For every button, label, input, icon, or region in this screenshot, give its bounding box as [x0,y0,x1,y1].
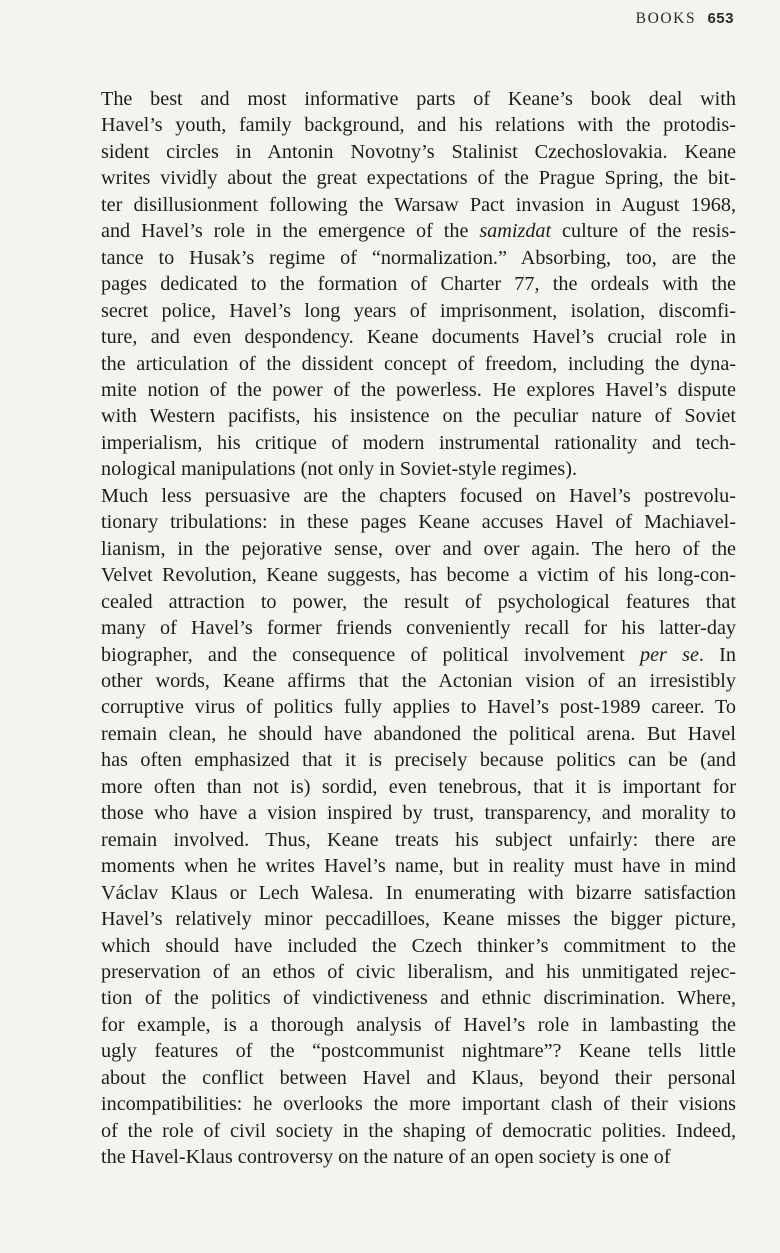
body-text [101,86,736,1171]
running-head [636,10,734,28]
text-line: remain involved. Thus, Keane treats his subject unfairly: there are [101,828,736,851]
text-line: incompatibilities: he overlooks the more important clash of their visions [101,1093,736,1116]
text-line: other words, Keane affirms that the Actonian vision of an irresistibly [101,669,736,692]
text-line: mite notion of the power of the powerless. He explores Havel’s dispute [101,378,736,401]
text-line: ter disillusionment following the Warsaw Pact invasion in August 1968, [101,193,736,216]
text-line: ugly features of the “postcommunist nightmare”? Keane tells little [101,1040,736,1063]
page-number: 653 [707,10,734,27]
paragraph-2 [101,483,736,1171]
text-line: sident circles in Antonin Novotny’s Stalinist Czechoslovakia. Keane [101,140,736,163]
text-line: has often emphasized that it is precisely because politics can be (and [101,749,736,772]
text-line: imperialism, his critique of modern instrumental rationality and tech- [101,431,736,454]
text-line: which should have included the Czech thinker’s commitment to the [101,934,736,957]
text-line: tion of the politics of vindictiveness and ethnic discrimination. Where, [101,987,736,1010]
section-title: BOOKS [635,10,697,27]
text-line: ture, and even despondency. Keane documents Havel’s crucial role in [101,326,736,349]
text-line: corruptive virus of politics fully applies to Havel’s post-1989 career. To [101,696,736,719]
text-line: secret police, Havel’s long years of imprisonment, isolation, discomfi- [101,299,736,322]
text-line: many of Havel’s former friends conveniently recall for his latter-day [101,617,736,640]
text-line: Much less persuasive are the chapters focused on Havel’s postrevolu- [101,484,736,507]
text-line: Velvet Revolution, Keane suggests, has become a victim of his long-con- [101,564,736,587]
text-line: the Havel-Klaus controversy on the nature of an open society is one of [101,1146,671,1169]
text-line: about the conflict between Havel and Klaus, beyond their personal [101,1066,736,1089]
text-line: nological manipulations (not only in Soviet-style regimes). [101,458,578,481]
text-line: tionary tribulations: in these pages Keane accuses Havel of Machiavel- [101,511,736,534]
text-line: of the role of civil society in the shaping of democratic polities. Indeed, [101,1119,736,1142]
text-line: biographer, and the consequence of political involvement per se. In [101,643,736,666]
text-line: more often than not is) sordid, even tenebrous, that it is important for [101,775,736,798]
text-line: pages dedicated to the formation of Charter 77, the ordeals with the [101,273,736,296]
paragraph-1 [101,86,736,483]
text-line: remain clean, he should have abandoned the political arena. But Havel [101,722,736,745]
text-line: and Havel’s role in the emergence of the samizdat culture of the resis- [101,220,736,243]
text-line: cealed attraction to power, the result of psychological features that [101,590,736,613]
text-line: Václav Klaus or Lech Walesa. In enumerating with bizarre satisfaction [101,881,736,904]
text-line: with Western pacifists, his insistence on the peculiar nature of Soviet [101,405,736,428]
text-line: those who have a vision inspired by trust, transparency, and morality to [101,802,736,825]
text-line: for example, is a thorough analysis of Havel’s role in lambasting the [101,1013,736,1036]
text-line: writes vividly about the great expectations of the Prague Spring, the bit- [101,167,736,190]
text-line: moments when he writes Havel’s name, but in reality must have in mind [101,855,736,878]
text-line: the articulation of the dissident concept of freedom, including the dyna- [101,352,736,375]
text-line: Havel’s youth, family background, and his relations with the protodis- [101,114,736,137]
text-line: lianism, in the pejorative sense, over and over again. The hero of the [101,537,736,560]
text-line: tance to Husak’s regime of “normalization.” Absorbing, too, are the [101,246,736,269]
text-line: Havel’s relatively minor peccadilloes, Keane misses the bigger picture, [101,908,736,931]
text-line: The best and most informative parts of Keane’s book deal with [101,88,736,110]
text-line: preservation of an ethos of civic liberalism, and his unmitigated rejec- [101,960,736,983]
